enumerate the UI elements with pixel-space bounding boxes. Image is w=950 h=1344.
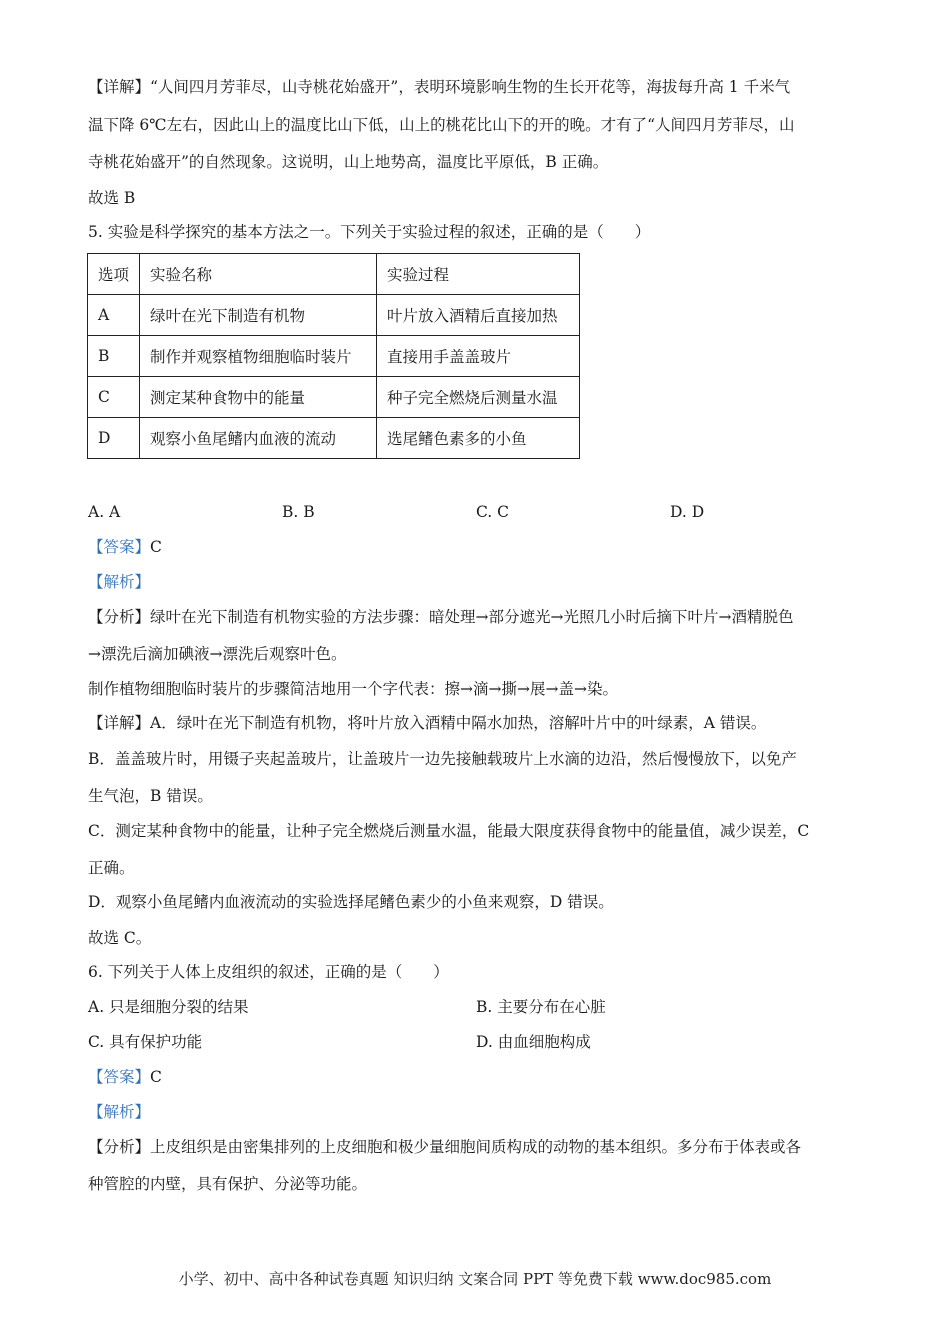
answer-value: C — [150, 538, 162, 556]
table-cell: D — [88, 418, 140, 459]
q5-choice-d: D. D — [670, 503, 705, 521]
q6-answer — [88, 1066, 863, 1088]
q5-choice-c: C. C — [476, 503, 510, 521]
table-cell: C — [88, 377, 140, 418]
q6-analysis-line-2: 种管腔的内壁，具有保护、分泌等功能。 — [88, 1175, 368, 1193]
table-cell: A — [88, 295, 140, 336]
q4-detail-line-1: 【详解】“人间四月芳菲尽，山寺桃花始盛开”，表明环境影响生物的生长开花等，海拔每升高 1 千米气 — [88, 78, 791, 96]
q5-analysis-label: 【解析】 — [88, 573, 151, 591]
table-row — [88, 295, 580, 336]
page-footer: 小学、初中、高中各种试卷真题 知识归纳 文案合同 PPT 等免费下载 www.doc985.com — [178, 1270, 772, 1288]
q6-analysis-label: 【解析】 — [88, 1103, 151, 1121]
answer-label: 【答案】 — [88, 538, 151, 556]
q4-conclusion: 故选 B — [88, 189, 136, 207]
table-cell: 种子完全燃烧后测量水温 — [377, 377, 580, 418]
table-cell: 选尾鳍色素多的小鱼 — [377, 418, 580, 459]
table-header-cell: 实验名称 — [140, 254, 377, 295]
q6-choice-b: B. 主要分布在心脏 — [476, 998, 606, 1016]
q5-conclusion: 故选 C。 — [88, 929, 152, 947]
q4-detail-line-2: 温下降 6℃左右，因此山上的温度比山下低，山上的桃花比山下的开的晚。才有了“人间四月芳菲尽，山 — [88, 116, 795, 134]
table-row — [88, 418, 580, 459]
answer-label: 【答案】 — [88, 1068, 151, 1086]
q6-choice-a: A. 只是细胞分裂的结果 — [88, 998, 249, 1016]
q5-stem: 5. 实验是科学探究的基本方法之一。下列关于实验过程的叙述，正确的是（ ） — [88, 223, 651, 241]
q5-detail-c-line-1: C．测定某种食物中的能量，让种子完全燃烧后测量水温，能最大限度获得食物中的能量值，减少误差，C — [88, 822, 810, 840]
q5-choice-b: B. B — [282, 503, 315, 521]
q5-detail-b-line-2: 生气泡，B 错误。 — [88, 787, 213, 805]
q5-detail-d: D．观察小鱼尾鳍内血液流动的实验选择尾鳍色素少的小鱼来观察，D 错误。 — [88, 893, 614, 911]
q5-analysis-line-1: 【分析】绿叶在光下制造有机物实验的方法步骤：暗处理→部分遮光→光照几小时后摘下叶片→酒精脱色 — [88, 608, 794, 626]
q5-detail-a: 【详解】A．绿叶在光下制造有机物，将叶片放入酒精中隔水加热，溶解叶片中的叶绿素，A 错误。 — [88, 714, 767, 732]
table-header-cell: 实验过程 — [377, 254, 580, 295]
q5-options-table — [87, 253, 580, 459]
q5-detail-b-line-1: B．盖盖玻片时，用镊子夹起盖玻片，让盖玻片一边先接触载玻片上水滴的边沿，然后慢慢放下，以免产 — [88, 750, 797, 768]
table-cell: 观察小鱼尾鳍内血液的流动 — [140, 418, 377, 459]
q6-analysis-line-1: 【分析】上皮组织是由密集排列的上皮细胞和极少量细胞间质构成的动物的基本组织。多分布于体表或各 — [88, 1138, 802, 1156]
answer-value: C — [150, 1068, 162, 1086]
q5-detail-c-line-2: 正确。 — [88, 859, 135, 877]
table-cell: 叶片放入酒精后直接加热 — [377, 295, 580, 336]
table-cell: 制作并观察植物细胞临时装片 — [140, 336, 377, 377]
table-cell: B — [88, 336, 140, 377]
q5-choice-a: A. A — [88, 503, 121, 521]
q6-choice-c: C. 具有保护功能 — [88, 1033, 203, 1051]
q5-analysis-line-2: →漂洗后滴加碘液→漂洗后观察叶色。 — [88, 645, 347, 663]
table-row — [88, 377, 580, 418]
table-header-cell: 选项 — [88, 254, 140, 295]
table-row — [88, 336, 580, 377]
q6-choice-d: D. 由血细胞构成 — [476, 1033, 591, 1051]
q4-detail-line-3: 寺桃花始盛开”的自然现象。这说明，山上地势高，温度比平原低，B 正确。 — [88, 153, 609, 171]
table-header-row — [88, 254, 580, 295]
table-cell: 测定某种食物中的能量 — [140, 377, 377, 418]
q6-stem: 6. 下列关于人体上皮组织的叙述，正确的是（ ） — [88, 963, 449, 981]
q5-analysis-line-3: 制作植物细胞临时装片的步骤简洁地用一个字代表：擦→滴→撕→展→盖→染。 — [88, 680, 618, 698]
q5-answer — [88, 536, 863, 558]
table-cell: 直接用手盖盖玻片 — [377, 336, 580, 377]
table-cell: 绿叶在光下制造有机物 — [140, 295, 377, 336]
